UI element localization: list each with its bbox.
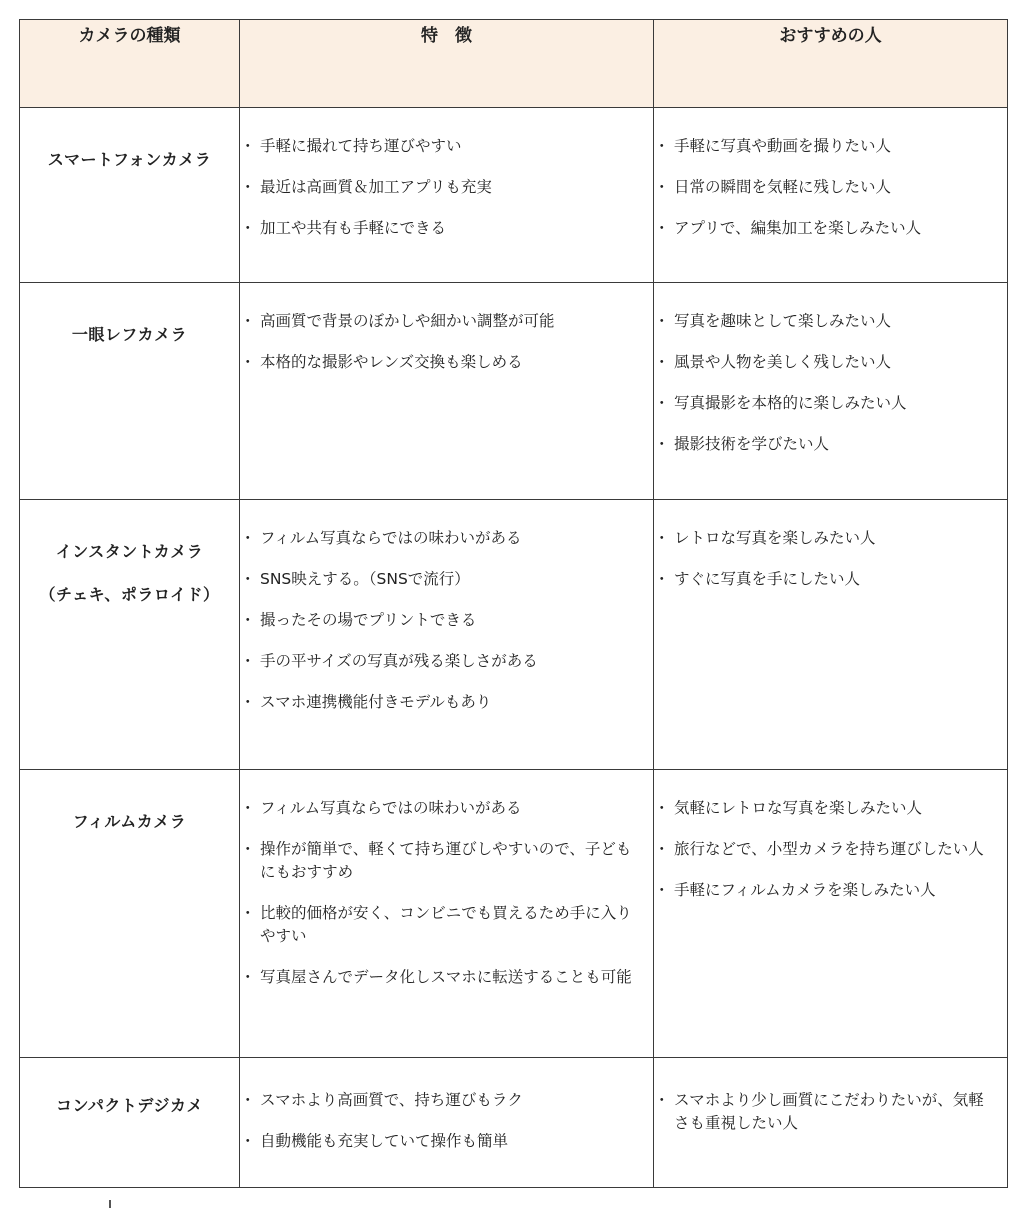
- header-row: [20, 20, 1008, 108]
- table-body: [20, 108, 1008, 1188]
- camera-type-cell: [20, 108, 240, 283]
- feature-item: ・ フィルム写真ならではの味わいがある: [246, 797, 645, 820]
- recommended-item: ・ 手軽にフィルムカメラを楽しみたい人: [660, 879, 999, 902]
- recommended-cell: [654, 108, 1008, 283]
- table-row: [20, 770, 1008, 1058]
- features-list: [246, 135, 645, 240]
- camera-type-label: コンパクトデジカメ: [55, 1096, 204, 1115]
- table-header: [20, 20, 1008, 108]
- recommended-item: ・ 手軽に写真や動画を撮りたい人: [660, 135, 999, 158]
- recommended-list: [660, 135, 999, 240]
- features-list: [246, 1089, 645, 1153]
- recommended-list: [660, 527, 999, 591]
- camera-type-label: フィルムカメラ: [72, 812, 187, 831]
- header-features: 特 徴: [240, 20, 654, 108]
- feature-item: ・ フィルム写真ならではの味わいがある: [246, 527, 645, 550]
- feature-item: ・ 手軽に撮れて持ち運びやすい: [246, 135, 645, 158]
- feature-item: ・ 本格的な撮影やレンズ交換も楽しめる: [246, 351, 645, 374]
- feature-item: ・ スマホ連携機能付きモデルもあり: [246, 691, 645, 714]
- camera-type-label: インスタントカメラ: [55, 542, 204, 561]
- camera-type-label: スマートフォンカメラ: [47, 150, 212, 169]
- recommended-item: ・ 写真撮影を本格的に楽しみたい人: [660, 392, 999, 415]
- recommended-item: ・ アプリで、編集加工を楽しみたい人: [660, 217, 999, 240]
- features-list: [246, 797, 645, 989]
- camera-type-cell: [20, 500, 240, 770]
- feature-item: ・ 手の平サイズの写真が残る楽しさがある: [246, 650, 645, 673]
- features-cell: [240, 500, 654, 770]
- features-cell: [240, 1058, 654, 1188]
- feature-item: ・ スマホより高画質で、持ち運びもラク: [246, 1089, 645, 1112]
- recommended-cell: [654, 500, 1008, 770]
- recommended-list: [660, 310, 999, 456]
- recommended-item: ・ 撮影技術を学びたい人: [660, 433, 999, 456]
- recommended-cell: [654, 770, 1008, 1058]
- divider-mark: [109, 1200, 111, 1208]
- recommended-item: ・ すぐに写真を手にしたい人: [660, 568, 999, 591]
- recommended-cell: [654, 1058, 1008, 1188]
- recommended-item: ・ 旅行などで、小型カメラを持ち運びしたい人: [660, 838, 999, 861]
- recommended-item: ・ 風景や人物を美しく残したい人: [660, 351, 999, 374]
- features-cell: [240, 108, 654, 283]
- recommended-item: ・ 写真を趣味として楽しみたい人: [660, 310, 999, 333]
- camera-type-label: 一眼レフカメラ: [71, 325, 188, 344]
- feature-item: ・ 最近は高画質＆加工アプリも充実: [246, 176, 645, 199]
- features-cell: [240, 770, 654, 1058]
- header-camera-type: カメラの種類: [20, 20, 240, 108]
- recommended-item: ・ 気軽にレトロな写真を楽しみたい人: [660, 797, 999, 820]
- table-row: [20, 283, 1008, 500]
- recommended-list: [660, 1089, 999, 1135]
- camera-comparison-table: [19, 19, 1008, 1188]
- recommended-item: ・ スマホより少し画質にこだわりたいが、気軽さも重視したい人: [660, 1089, 999, 1135]
- feature-item: ・ 高画質で背景のぼかしや細かい調整が可能: [246, 310, 645, 333]
- feature-item: ・ 操作が簡単で、軽くて持ち運びしやすいので、子どもにもおすすめ: [246, 838, 645, 884]
- camera-type-cell: [20, 1058, 240, 1188]
- table-row: [20, 1058, 1008, 1188]
- feature-item: ・ SNS映えする。（SNSで流行）: [246, 568, 645, 591]
- header-recommended: おすすめの人: [654, 20, 1008, 108]
- table-row: [20, 500, 1008, 770]
- recommended-item: ・ レトロな写真を楽しみたい人: [660, 527, 999, 550]
- features-cell: [240, 283, 654, 500]
- recommended-cell: [654, 283, 1008, 500]
- camera-type-sublabel: （チェキ、ポラロイド）: [39, 585, 220, 604]
- camera-type-cell: [20, 283, 240, 500]
- camera-type-cell: [20, 770, 240, 1058]
- feature-item: ・ 加工や共有も手軽にできる: [246, 217, 645, 240]
- table-row: [20, 108, 1008, 283]
- feature-item: ・ 写真屋さんでデータ化しスマホに転送することも可能: [246, 966, 645, 989]
- recommended-list: [660, 797, 999, 902]
- feature-item: ・ 比較的価格が安く、コンビニでも買えるため手に入りやすい: [246, 902, 645, 948]
- feature-item: ・ 撮ったその場でプリントできる: [246, 609, 645, 632]
- feature-item: ・ 自動機能も充実していて操作も簡単: [246, 1130, 645, 1153]
- features-list: [246, 527, 645, 714]
- recommended-item: ・ 日常の瞬間を気軽に残したい人: [660, 176, 999, 199]
- features-list: [246, 310, 645, 374]
